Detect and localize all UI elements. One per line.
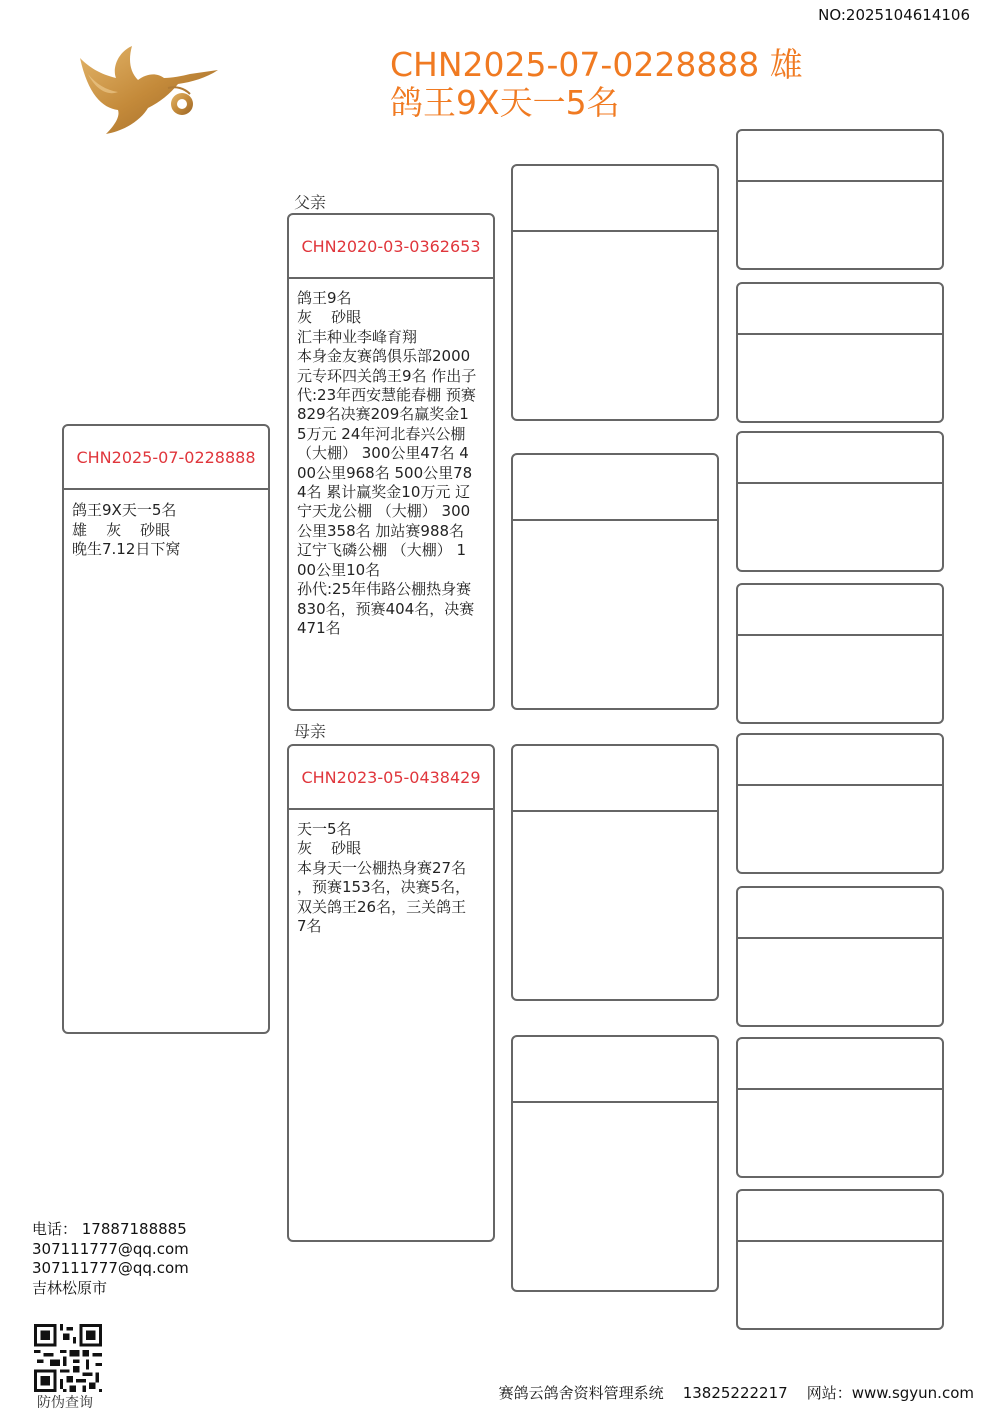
- great-grandparent-card: [736, 733, 944, 874]
- contact-phone: 电话： 17887188885: [32, 1220, 187, 1238]
- great-grandparent-card-header: [738, 284, 942, 335]
- great-grandparent-card: [736, 431, 944, 572]
- contact-email-2: 307111777@qq.com: [32, 1259, 189, 1277]
- grandparent-card-header: [513, 1037, 717, 1103]
- grandparent-card-header: [513, 746, 717, 812]
- great-grandparent-card: [736, 282, 944, 423]
- great-grandparent-card: [736, 129, 944, 270]
- subject-info: 鸽王9X天一5名 雄 灰 砂眼 晚生7.12日下窝: [72, 501, 181, 559]
- great-grandparent-card-header: [738, 888, 942, 939]
- contact-email-1: 307111777@qq.com: [32, 1239, 189, 1258]
- dove-logo-icon: [72, 38, 222, 138]
- great-grandparent-card-header: [738, 585, 942, 636]
- contact-city: 吉林松原市: [32, 1278, 108, 1297]
- grandparent-card: [511, 453, 719, 710]
- great-grandparent-card-header: [738, 1191, 942, 1242]
- grandparent-card-header: [513, 455, 717, 521]
- grandparent-card: [511, 1035, 719, 1292]
- dam-ring-number: CHN2023-05-0438429: [289, 746, 493, 810]
- dam-card: [287, 744, 495, 1242]
- grandparent-card-header: [513, 166, 717, 232]
- title-line-1: CHN2025-07-0228888 雄: [390, 45, 803, 84]
- great-grandparent-card-header: [738, 1039, 942, 1090]
- sire-ring-number: CHN2020-03-0362653: [289, 215, 493, 279]
- great-grandparent-card: [736, 886, 944, 1027]
- sire-label: 父亲: [294, 193, 327, 212]
- qr-code-icon[interactable]: [34, 1324, 102, 1392]
- great-grandparent-card: [736, 583, 944, 724]
- contact-info: [32, 1220, 189, 1298]
- great-grandparent-card-header: [738, 433, 942, 484]
- grandparent-card: [511, 744, 719, 1001]
- qr-label: 防伪查询: [37, 1395, 93, 1411]
- document-number: NO:2025104614106: [818, 6, 970, 24]
- subject-ring-number: CHN2025-07-0228888: [64, 426, 268, 490]
- dam-info: 天一5名 灰 砂眼 本身天一公棚热身赛27名 ，预赛153名，决赛5名， 双关鸽王26名，三关鸽王 7名: [297, 820, 471, 936]
- great-grandparent-card-header: [738, 131, 942, 182]
- sire-info: 鸽王9名 灰 砂眼 汇丰种业李峰育翔 本身金友赛鸽俱乐部2000 元专环四关鸽王9名 作出子 代:23年西安慧能春棚 预赛 829名决赛209名赢奖金1 5万元 24年河北春兴公棚 （大棚） 300公里47名 4 00公里968名 500公里78 4名 累计赢奖金10万元 辽 宁天龙公棚 （大棚） 300 公里358名 加站赛988名 辽宁飞磷公棚 （大棚） 1 00公里10名 孙代:25年伟路公棚热身赛 830名，预赛404名，决赛 471名: [297, 289, 477, 637]
- title-line-2: 鸽王9X天一5名: [390, 83, 620, 122]
- subject-card: [62, 424, 270, 1034]
- great-grandparent-card: [736, 1189, 944, 1330]
- grandparent-card: [511, 164, 719, 421]
- footer-info: 赛鸽云鸽舍资料管理系统 13825222217 网站：www.sgyun.com: [498, 1384, 974, 1402]
- pedigree-title: [390, 46, 830, 122]
- great-grandparent-card: [736, 1037, 944, 1178]
- sire-card: [287, 213, 495, 711]
- great-grandparent-card-header: [738, 735, 942, 786]
- dam-label: 母亲: [294, 722, 327, 741]
